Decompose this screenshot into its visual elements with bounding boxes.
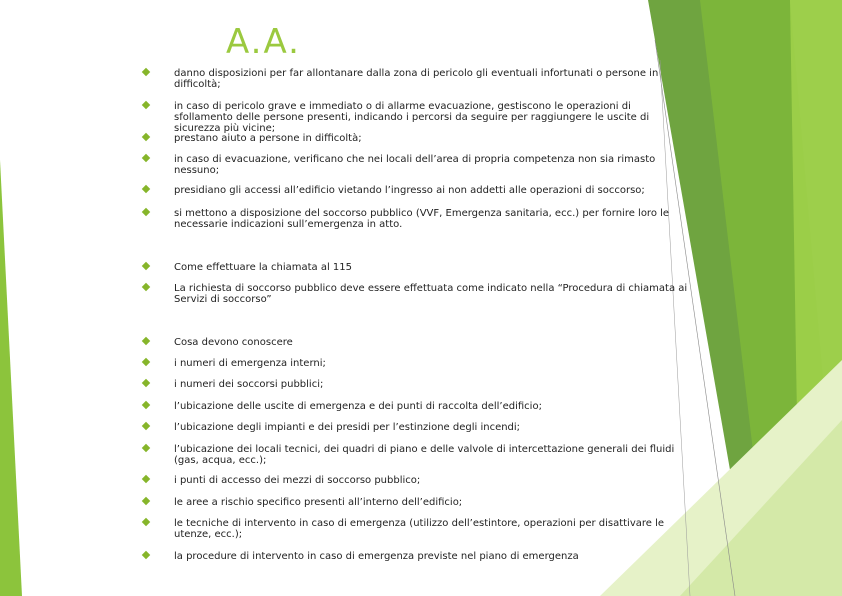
slide-title: A.A. <box>226 22 301 62</box>
left-green-bar <box>0 160 22 596</box>
